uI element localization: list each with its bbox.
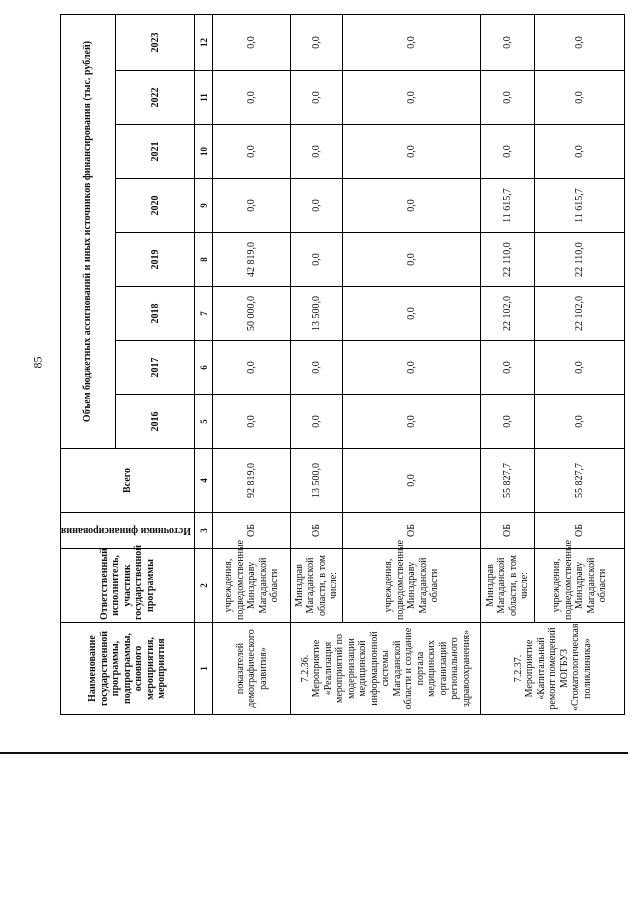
row-value: 0,0 [481,125,535,179]
row-value: 0,0 [291,233,343,287]
header-year: 2017 [116,341,195,395]
header-year: 2023 [116,14,195,70]
header-source-text: Источники финансирования [61,525,191,537]
row-value: 0,0 [343,395,481,449]
page-number: 85 [30,356,45,369]
header-total: Всего [61,449,195,513]
row-value: 0,0 [343,14,481,70]
row-total: 92 819,0 [213,449,291,513]
row-value: 0,0 [291,125,343,179]
row-executor: учреждения, подведомственные Минздраву Магаданской области [535,549,625,623]
header-year: 2016 [116,395,195,449]
page-bottom-rule [0,752,628,754]
row-value: 0,0 [535,14,625,70]
row-source: ОБ [535,513,625,549]
row-total: 55 827,7 [535,449,625,513]
row-value: 0,0 [213,395,291,449]
row-executor: Минздрав Магаданской области, в том числе: [291,549,343,623]
column-number: 4 [195,449,213,513]
row-source: ОБ [343,513,481,549]
row-executor: учреждения, подведомственные Минздраву Магаданской области [213,549,291,623]
row-total: 13 500,0 [291,449,343,513]
header-executor: Ответственный исполнитель, участник государственной программы [61,549,195,623]
row-name: показателей демографического развития» [213,623,291,715]
row-value: 0,0 [291,179,343,233]
row-value: 0,0 [343,125,481,179]
row-executor: учреждения, подведомственные Минздраву Магаданской области [343,549,481,623]
row-value: 0,0 [343,287,481,341]
row-name: 7.2.37. Мероприятие «Капитальный ремонт помещений МОГБУЗ «Стоматологическая поликлиника» [481,623,625,715]
header-year: 2020 [116,179,195,233]
row-source: ОБ [291,513,343,549]
row-value: 0,0 [291,395,343,449]
table-rotation-frame [60,15,609,715]
column-number: 11 [195,71,213,125]
header-years-group: Объем бюджетных ассигнований и иных источников финансирования (тыс. рублей) [61,14,116,448]
row-value: 0,0 [343,341,481,395]
header-year: 2021 [116,125,195,179]
row-value: 0,0 [535,341,625,395]
row-value: 0,0 [213,341,291,395]
column-number: 8 [195,233,213,287]
row-value: 11 615,7 [535,179,625,233]
column-number: 6 [195,341,213,395]
row-value: 0,0 [481,71,535,125]
row-total: 55 827,7 [481,449,535,513]
column-number: 5 [195,395,213,449]
row-value: 0,0 [343,179,481,233]
row-value: 22 102,0 [481,287,535,341]
row-value: 0,0 [343,71,481,125]
row-value: 22 102,0 [535,287,625,341]
row-executor: Минздрав Магаданской области, в том числе: [481,549,535,623]
row-value: 0,0 [481,341,535,395]
row-value: 0,0 [291,71,343,125]
row-value: 22 110,0 [535,233,625,287]
header-year: 2019 [116,233,195,287]
row-value: 0,0 [535,395,625,449]
row-name: 7.2.36. Мероприятие «Реализация мероприятий по модернизации медицинской информационной системы Магаданской области и создание портала медицинских организаций регионального здравоохранения» [291,623,481,715]
header-year: 2018 [116,287,195,341]
row-value: 11 615,7 [481,179,535,233]
column-number: 10 [195,125,213,179]
row-source: ОБ [481,513,535,549]
row-value: 0,0 [481,395,535,449]
header-year: 2022 [116,71,195,125]
row-value: 0,0 [213,71,291,125]
row-value: 50 000,0 [213,287,291,341]
row-value: 0,0 [291,341,343,395]
financing-table [60,14,625,715]
row-value: 0,0 [213,179,291,233]
column-number: 1 [195,623,213,715]
row-value: 42 819,0 [213,233,291,287]
row-value: 0,0 [535,125,625,179]
row-total: 0,0 [343,449,481,513]
row-value: 0,0 [343,233,481,287]
header-name: Наименование государственной программы, подпрограммы, основного мероприятия, мероприятия [61,623,195,715]
column-number: 12 [195,14,213,70]
row-value: 22 110,0 [481,233,535,287]
rotated-table-sheet [60,15,609,715]
column-number: 2 [195,549,213,623]
row-value: 0,0 [213,14,291,70]
row-value: 0,0 [213,125,291,179]
row-value: 0,0 [481,14,535,70]
column-number: 7 [195,287,213,341]
header-source [61,513,195,549]
row-value: 0,0 [535,71,625,125]
row-value: 0,0 [291,14,343,70]
column-number: 9 [195,179,213,233]
row-source: ОБ [213,513,291,549]
column-number: 3 [195,513,213,549]
row-value: 13 500,0 [291,287,343,341]
